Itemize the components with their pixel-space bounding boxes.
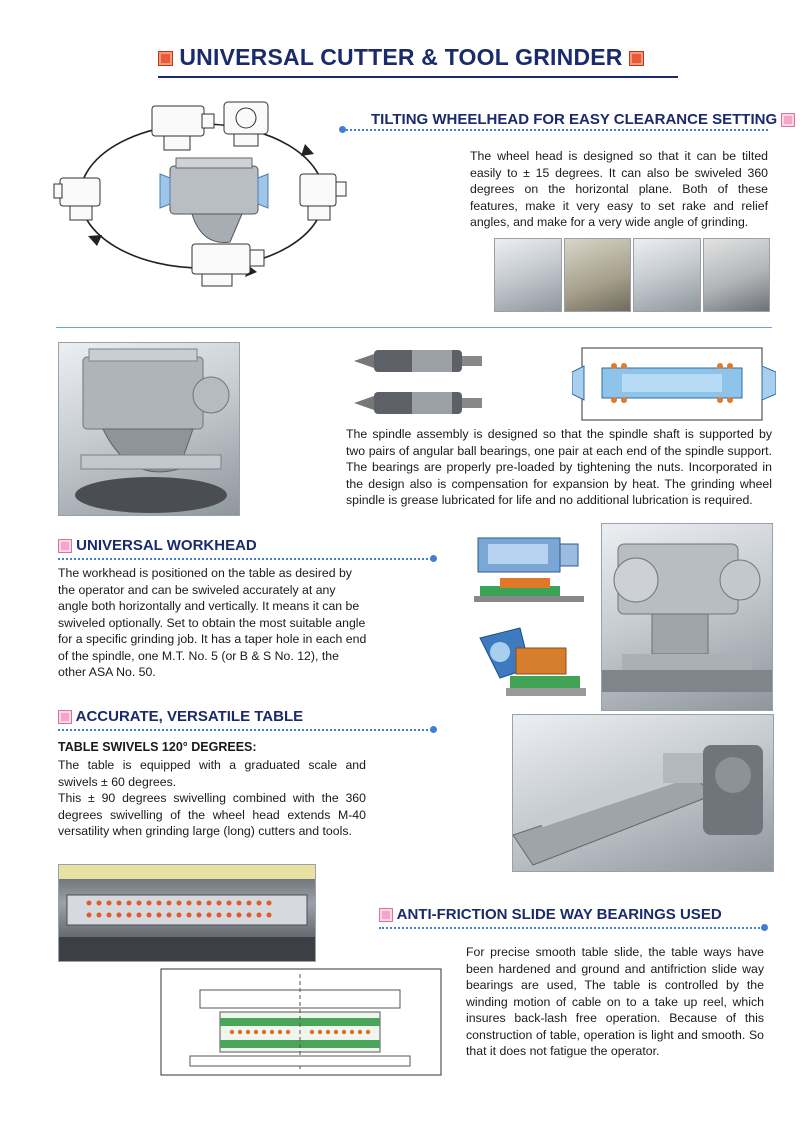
antifriction-heading: [379, 906, 722, 923]
workhead-dotted-rule: [58, 558, 432, 560]
tilting-dot-icon: [339, 126, 346, 133]
tilting-heading-text: TILTING WHEELHEAD FOR EASY CLEARANCE SETTING: [371, 111, 778, 128]
page-title-text: UNIVERSAL CUTTER & TOOL GRINDER: [179, 44, 623, 70]
workhead-dot-icon: [430, 555, 437, 562]
antifriction-dotted-rule: [379, 927, 763, 929]
antifriction-body: For precise smooth table slide, the table ways have been hardened and ground and antifriction slide way bearings are used, The table is controlled by the winding motion of cable on to a take up reel, which insures back-lash free operation. Because of this construction of table, operation is light and smooth. So that it does not fatigue the operator.: [466, 945, 764, 1058]
tilting-body: The wheel head is designed so that it can be tilted easily to ± 15 degrees. It can also be swiveled 360 degrees on the horizontal plane. Both of these features, make it very easy to set rake and relief angles, and make for a very wide angle of grinding.: [470, 149, 768, 229]
antifriction-marker-icon: [379, 908, 393, 922]
title-marker-right-icon: [629, 51, 644, 66]
spindle-body: The spindle assembly is designed so that the spindle shaft is supported by two pairs of angular ball bearings, one pair at each end of the spindle support. The bearings are properly pre-loaded by tightening the nuts. Incorporated in the design also is compensation for expansion by heat. The grinding wheel spindle is grease lubricated for life and no additional lubrication is required.: [346, 427, 772, 507]
antifriction-dot-icon: [761, 924, 768, 931]
spindle-housing-photo: [58, 342, 240, 516]
slideway-illustration: [59, 865, 315, 961]
table-marker-icon: [58, 710, 72, 724]
wheelhead-photo-strip: [494, 238, 770, 312]
antifriction-heading-text: ANTI-FRICTION SLIDE WAY BEARINGS USED: [396, 906, 722, 923]
spindle-cross-section-diagram: [572, 342, 776, 426]
workhead-body: The workhead is positioned on the table as desired by the operator and can be swiveled accurately at any angle both horizontally and vertically. It means it can be swiveled optionally. Set to obtain the most suitable angle for a specific grinding job. It has a taper hole in each end of the spindle, one M.T. No. 5 (or B & S No. 12), the other ASA No. 50.: [58, 566, 367, 679]
wheelhead-photo-3: [633, 238, 701, 312]
tilting-heading: [371, 111, 795, 128]
table-dot-icon: [430, 726, 437, 733]
workhead-section-diagram-1: [470, 530, 590, 610]
wheelhead-photo-1: [494, 238, 562, 312]
table-subheading: TABLE SWIVELS 120° DEGREES:: [58, 740, 257, 754]
table-heading: [58, 708, 303, 725]
workhead-illustration: [602, 524, 772, 710]
table-dotted-rule: [58, 729, 432, 731]
spindle-housing-illustration: [59, 343, 239, 515]
workhead-photo: [601, 523, 773, 711]
table-illustration: [513, 715, 773, 871]
table-body: The table is equipped with a graduated scale and swivels ± 60 degrees. This ± 90 degrees swivelling combined with the 360 degrees swivelling of the wheel head extends M-40 versatility when grinding large (long) cutters and tools.: [58, 758, 366, 838]
workhead-heading-text: UNIVERSAL WORKHEAD: [76, 537, 257, 554]
wheelhead-photo-4: [703, 238, 771, 312]
title-marker-left-icon: [158, 51, 173, 66]
workhead-section-diagram-2: [470, 618, 590, 708]
slideway-photo: [58, 864, 316, 962]
workhead-heading: [58, 537, 257, 554]
table-heading-text: ACCURATE, VERSATILE TABLE: [75, 708, 304, 725]
title-underline: [158, 76, 678, 78]
slideway-diagram: [160, 968, 442, 1076]
tilting-dotted-rule: [346, 129, 768, 131]
table-photo: [512, 714, 774, 872]
page-title: [0, 44, 802, 71]
wheelhead-photo-2: [564, 238, 632, 312]
wheelhead-orientation-diagram: [52, 96, 352, 296]
workhead-marker-icon: [58, 539, 72, 553]
spindle-cartridges: [352, 344, 488, 424]
section-divider: [56, 327, 772, 328]
tilting-marker-icon: [781, 113, 795, 127]
